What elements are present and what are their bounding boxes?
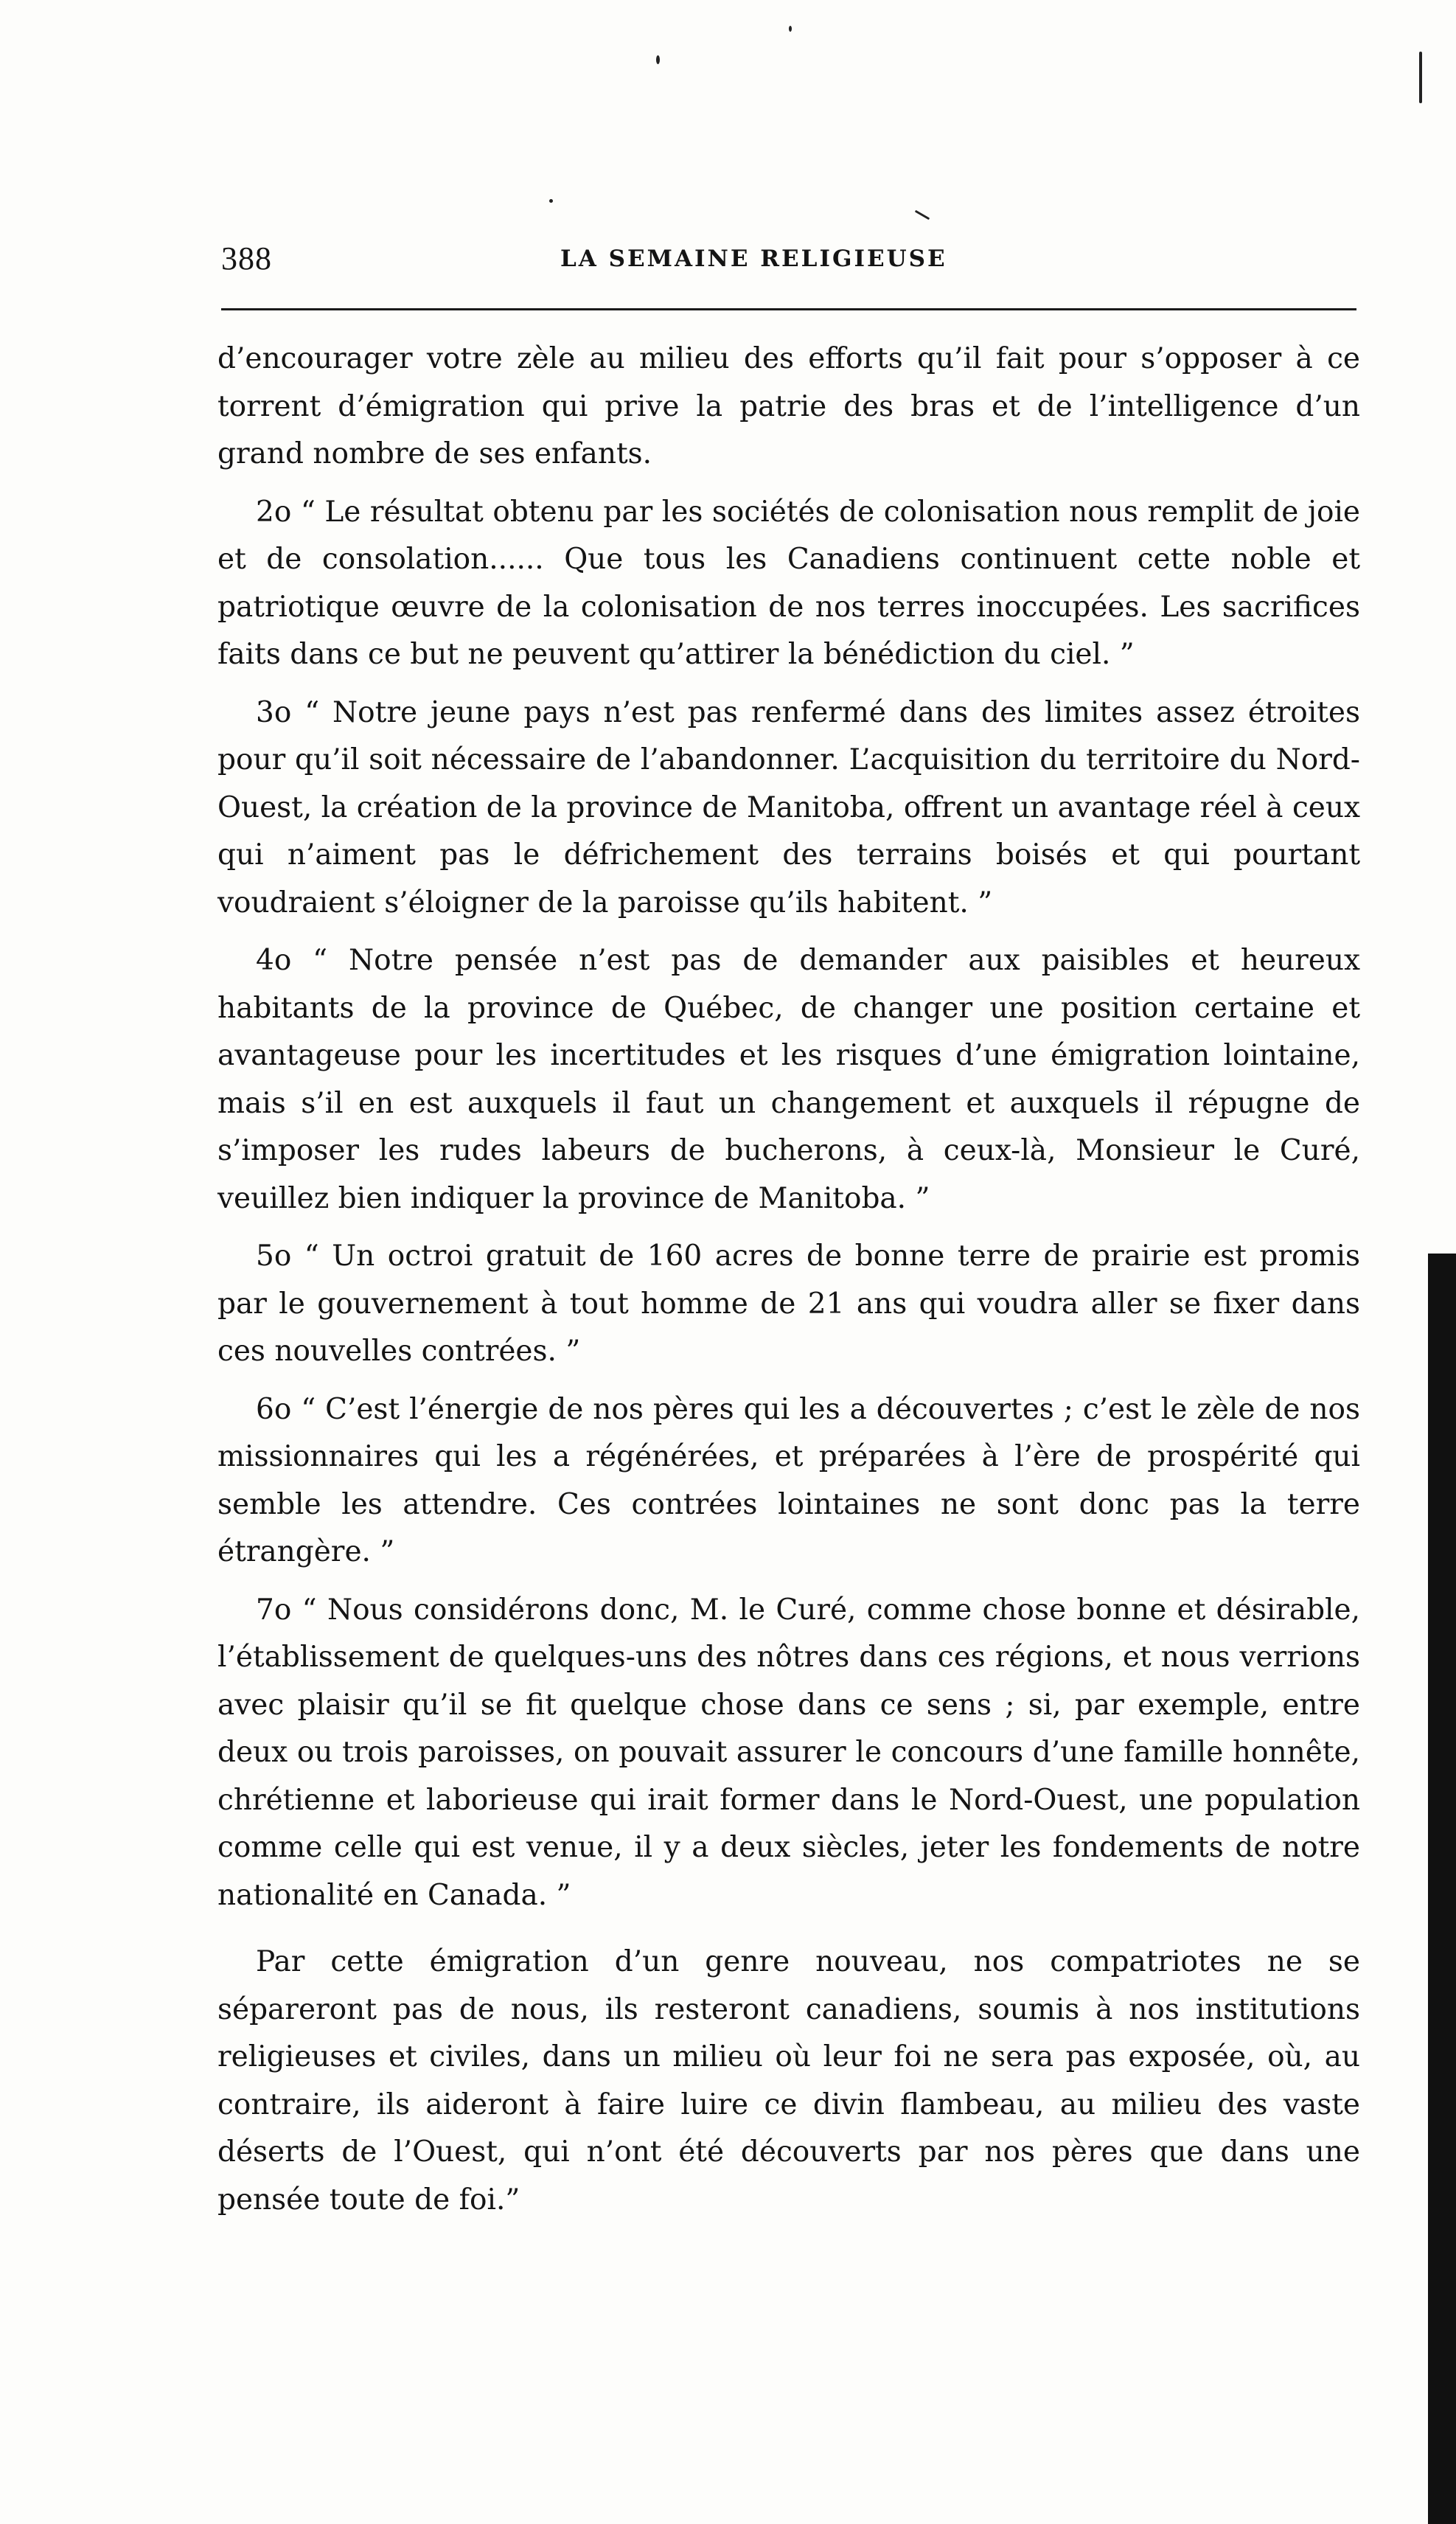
paragraph-continuation: d’encourager votre zèle au milieu des efforts qu’il fait pour s’opposer à ce torrent d’émigration qui prive la patrie des bras et de l’intelligence d’un grand nombre de ses enfants. [217,342,1360,470]
paragraph-item-2: 2o “ Le résultat obtenu par les sociétés de colonisation nous remplit de joie et de consolation...... Que tous les Canadiens continuent cette noble et patriotique œuvre de la colonisation de nos terres inoccupées. Les sacrifices faits dans ce but ne peuvent qu’attirer la bénédiction du ciel. ” [217,495,1360,671]
paragraph-item-3: 3o “ Notre jeune pays n’est pas renfermé dans des limites assez étroites pour qu’il soit nécessaire de l’abandonner. L’acquisition du territoire du Nord-Ouest, la création de la province de Manitoba, offrent un avantage réel à ceux qui n’aiment pas le défrichement des terrains boisés et qui pourtant voudraient s’éloigner de la paroisse qu’ils habitent. ” [217,695,1360,919]
ink-speck [656,55,660,64]
running-head [221,240,1297,284]
paragraph-item-4: 4o “ Notre pensée n’est pas de demander aux paisibles et heureux habitants de la province de Québec, de changer une position certaine et avantageuse pour les incertitudes et les risques d’une émigration lointaine, mais s’il en est auxquels il faut un changement et auxquels il répugne de s’imposer les rudes labeurs de bucherons, à ceux-là, Monsieur le Curé, veuillez bien indiquer la province de Manitoba. ” [217,944,1360,1215]
running-title: LA SEMAINE RELIGIEUSE [560,246,947,272]
ink-speck [549,199,553,203]
page-edge-shadow [1428,1254,1456,2524]
paragraph-closing: Par cette émigration d’un genre nouveau, nos compatriotes ne se sépareront pas de nous, ils resteront canadiens, soumis à nos institutions religieuses et civiles, dans un milieu où leur foi ne sera pas exposée, où, au contraire, ils aideront à faire luire ce divin flambeau, au milieu des vaste déserts de l’Ouest, qui n’ont été découverts par nos pères que dans une pensée toute de foi.” [217,1945,1360,2217]
header-rule [221,308,1356,310]
ink-speck [915,210,930,220]
paragraph-item-6: 6o “ C’est l’énergie de nos pères qui les a découvertes ; c’est le zèle de nos missionnaires qui les a régénérées, et préparées à l’ère de prospérité qui semble les attendre. Ces contrées lointaines ne sont donc pas la terre étrangère. ” [217,1392,1360,1568]
ink-speck [1419,52,1422,103]
paragraph-item-7: 7o “ Nous considérons donc, M. le Curé, comme chose bonne et désirable, l’établissement de quelques-uns des nôtres dans ces régions, et nous verrions avec plaisir qu’il se fit quelque chose dans ce sens ; si, par exemple, entre deux ou trois paroisses, on pouvait assurer le concours d’une famille honnête, chrétienne et laborieuse qui irait former dans le Nord-Ouest, une population comme celle qui est venue, il y a deux siècles, jeter les fondements de notre nationalité en Canada. ” [217,1593,1360,1912]
page-number: 388 [221,240,272,277]
body-text [217,336,1360,2234]
ink-speck [789,26,792,32]
paragraph-item-5: 5o “ Un octroi gratuit de 160 acres de bonne terre de prairie est promis par le gouvernement à tout homme de 21 ans qui voudra aller se fixer dans ces nouvelles contrées. ” [217,1240,1360,1368]
